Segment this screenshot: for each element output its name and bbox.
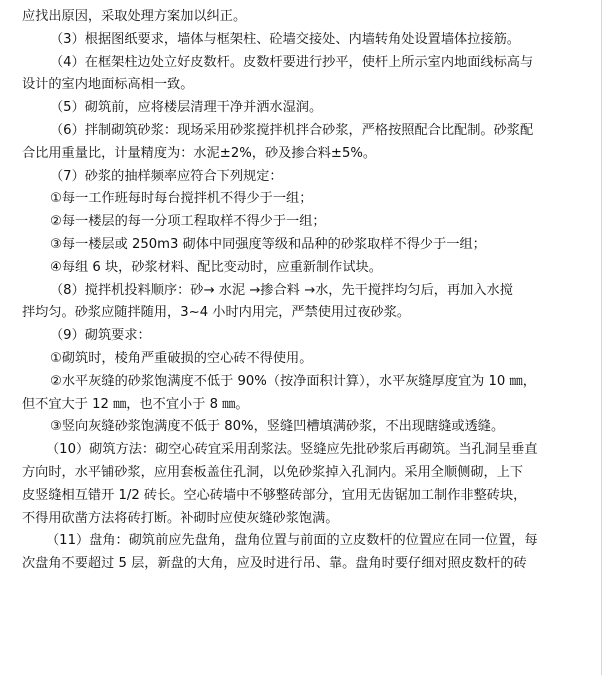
text-line-20: （10）砌筑方法：砌空心砖宜采用刮浆法。竖缝应先批砂浆后再砌筑。当孔洞呈垂直 xyxy=(46,442,538,458)
text-line-6: （6）拌制砌筑砂浆：现场采用砂浆搅拌机拌合砂浆，严格按照配合比配制。砂浆配 xyxy=(50,122,534,138)
text-line-12: ④每组 6 块，砂浆材料、配比变动时，应重新制作试块。 xyxy=(50,259,382,275)
page-edge xyxy=(601,0,612,675)
text-line-24: （11）盘角：砌筑前应先盘角，盘角位置与前面的立皮数杆的位置应在同一位置，每 xyxy=(46,533,538,549)
text-line-2: （3）根据图纸要求，墙体与框架柱、砼墙交接处、内墙转角处设置墙体拉接筋。 xyxy=(50,31,520,47)
text-line-19: ③竖向灰缝砂浆饱满度不低于 80%，竖缝凹槽填满砂浆，不出现瞎缝或透缝。 xyxy=(50,419,505,435)
document-body xyxy=(22,6,580,576)
text-line-18: 但不宜大于 12 ㎜，也不宜小于 8 ㎜。 xyxy=(22,396,249,412)
text-line-15: （9）砌筑要求： xyxy=(50,328,151,344)
text-line-11: ③每一楼层或 250m3 砌体中同强度等级和品种的砂浆取样不得少于一组； xyxy=(50,236,486,252)
text-line-13: （8）搅拌机投料顺序：砂→ 水泥 →掺合料 →水，先干搅拌均匀后，再加入水搅 xyxy=(50,282,513,298)
text-line-10: ②每一楼层的每一分项工程取样不得少于一组； xyxy=(50,214,326,230)
text-line-23: 不得用砍凿方法将砖打断。补砌时应使灰缝砂浆饱满。 xyxy=(22,510,339,526)
text-line-21: 方向时，水平铺砂浆，应用套板盖住孔洞，以免砂浆掉入孔洞内。采用全顺侧砌，上下 xyxy=(22,464,524,480)
text-line-14: 拌均匀。砂浆应随拌随用，3~4 小时内用完，严禁使用过夜砂浆。 xyxy=(22,305,411,321)
text-line-8: （7）砂浆的抽样频率应符合下列规定： xyxy=(50,168,283,184)
text-line-22: 皮竖缝相互错开 1/2 砖长。空心砖墙中不够整砖部分，宜用无齿锯加工制作非整砖块， xyxy=(22,487,527,503)
text-line-16: ①砌筑时，棱角严重破损的空心砖不得使用。 xyxy=(50,350,313,366)
text-line-5: （5）砌筑前，应将楼层清理干净并洒水湿润。 xyxy=(50,100,323,116)
text-line-7: 合比用重量比，计量精度为：水泥±2%，砂及掺合料±5%。 xyxy=(22,145,377,161)
text-line-17: ②水平灰缝的砂浆饱满度不低于 90%（按净面积计算），水平灰缝厚度宜为 10 ㎜， xyxy=(50,373,536,389)
text-line-25: 次盘角不要超过 5 层，新盘的大角，应及时进行吊、靠。盘角时要仔细对照皮数杆的砖 xyxy=(22,556,527,572)
text-line-3: （4）在框架柱边处立好皮数杆。皮数杆要进行抄平，使杆上所示室内地面线标高与 xyxy=(50,54,534,70)
text-line-4: 设计的室内地面标高相一致。 xyxy=(22,77,194,93)
text-line-1: 应找出原因，采取处理方案加以纠正。 xyxy=(22,9,247,24)
text-line-9: ①每一工作班每时每台搅拌机不得少于一组； xyxy=(50,191,313,207)
